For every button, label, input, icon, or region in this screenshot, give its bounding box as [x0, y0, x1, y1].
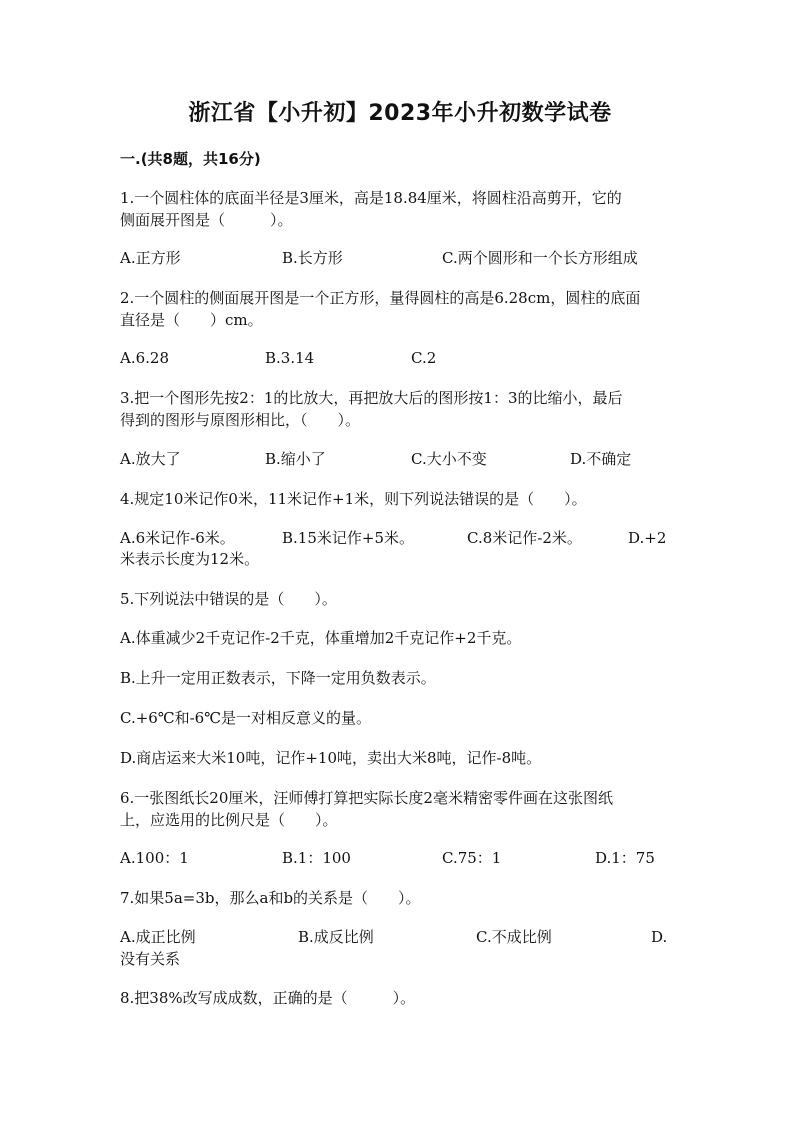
- page-title: 浙江省【小升初】2023年小升初数学试卷: [188, 101, 612, 126]
- q4-option-d: D.+2: [628, 529, 667, 547]
- q4-stem-line-1: 4.规定10米记作0米，11米记作+1米，则下列说法错误的是（ ）。: [120, 490, 587, 508]
- q1-stem-line-1: 1.一个圆柱体的底面半径是3厘米，高是18.84厘米，将圆柱沿高剪开，它的: [120, 189, 622, 207]
- q6-stem-line-1: 6.一张图纸长20厘米，汪师傅打算把实际长度2毫米精密零件画在这张图纸: [120, 789, 613, 807]
- q6-option-a: A.100：1: [120, 849, 189, 867]
- q6-option-c: C.75：1: [442, 849, 502, 867]
- q7-option-b: B.成反比例: [298, 928, 374, 946]
- q3-option-b: B.缩小了: [265, 450, 326, 468]
- q3-option-a: A.放大了: [120, 450, 181, 468]
- q2-option-c: C.2: [411, 349, 437, 367]
- q1-stem-line-2: 侧面展开图是（ ）。: [120, 211, 293, 229]
- q5-option-a: A.体重减少2千克记作-2千克，体重增加2千克记作+2千克。: [120, 629, 522, 647]
- q5-option-c: C.+6℃和-6℃是一对相反意义的量。: [120, 709, 371, 727]
- q8-stem-line-1: 8.把38%改写成成数，正确的是（ ）。: [120, 989, 416, 1007]
- q4-option-c: C.8米记作-2米。: [467, 529, 582, 547]
- q5-stem-line-1: 5.下列说法中错误的是（ ）。: [120, 590, 337, 608]
- q4-option-a: A.6米记作-6米。: [120, 529, 235, 547]
- q3-option-d: D.不确定: [570, 450, 632, 468]
- q2-option-b: B.3.14: [265, 349, 315, 367]
- section-header: 一.(共8题，共16分): [120, 150, 261, 168]
- q1-option-c: C.两个圆形和一个长方形组成: [442, 249, 638, 267]
- q1-option-a: A.正方形: [120, 249, 181, 267]
- q2-option-a: A.6.28: [120, 349, 169, 367]
- q3-stem-line-1: 3.把一个图形先按2：1的比放大，再把放大后的图形按1：3的比缩小，最后: [120, 389, 623, 407]
- q2-stem-line-1: 2.一个圆柱的侧面展开图是一个正方形，量得圆柱的高是6.28cm，圆柱的底面: [120, 289, 641, 307]
- q6-option-b: B.1：100: [282, 849, 351, 867]
- q7-option-d: D.: [651, 928, 668, 946]
- q4-option-d-continued: 米表示长度为12米。: [120, 550, 260, 568]
- q4-option-b: B.15米记作+5米。: [282, 529, 414, 547]
- q2-stem-line-2: 直径是（ ）cm。: [120, 311, 263, 329]
- q5-option-b: B.上升一定用正数表示，下降一定用负数表示。: [120, 669, 436, 687]
- q1-option-b: B.长方形: [282, 249, 343, 267]
- q7-option-d-continued: 没有关系: [120, 950, 181, 968]
- q6-option-d: D.1：75: [595, 849, 655, 867]
- q7-stem-line-1: 7.如果5a=3b，那么a和b的关系是（ ）。: [120, 889, 421, 907]
- q3-stem-line-2: 得到的图形与原图形相比，（ ）。: [120, 411, 361, 429]
- q7-option-c: C.不成比例: [476, 928, 552, 946]
- q6-stem-line-2: 上，应选用的比例尺是（ ）。: [120, 811, 338, 829]
- q5-option-d: D.商店运来大米10吨，记作+10吨，卖出大米8吨，记作-8吨。: [120, 749, 542, 767]
- q3-option-c: C.大小不变: [411, 450, 487, 468]
- q7-option-a: A.成正比例: [120, 928, 196, 946]
